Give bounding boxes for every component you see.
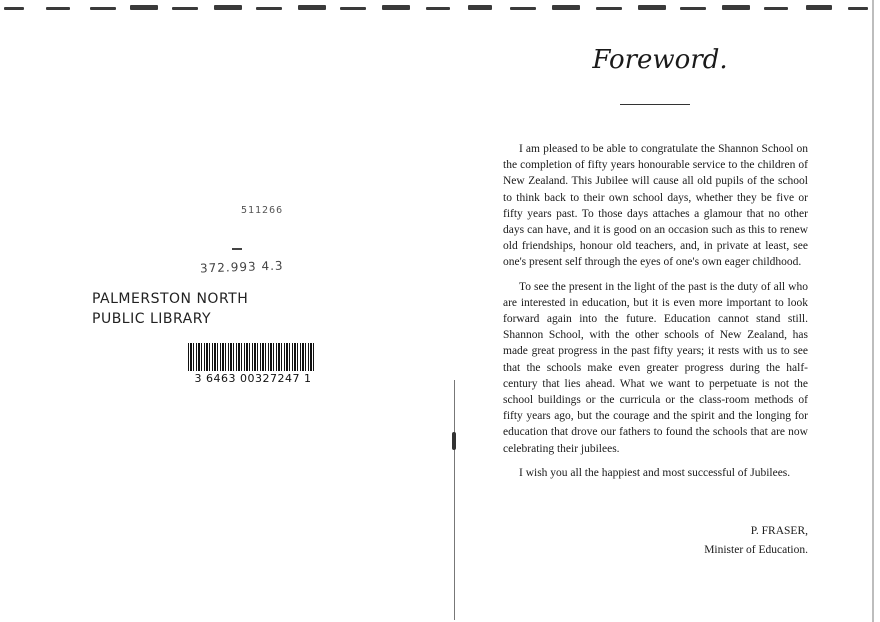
- signature-title: Minister of Education.: [704, 544, 808, 556]
- binding-mark: [680, 7, 706, 10]
- binding-mark: [848, 7, 868, 10]
- page-gutter: [454, 380, 455, 620]
- title-divider: [620, 104, 690, 105]
- library-stamp: [92, 289, 248, 329]
- binding-mark: [510, 7, 536, 10]
- signature-name: P. FRASER,: [750, 525, 808, 537]
- binding-mark: [468, 5, 492, 10]
- binding-strip: [0, 0, 880, 16]
- page-edge: [872, 0, 874, 622]
- foreword-body: [503, 141, 808, 489]
- barcode-image: [188, 343, 316, 371]
- binding-mark: [256, 7, 282, 10]
- library-stamp-line: PUBLIC LIBRARY: [92, 311, 212, 327]
- binding-mark: [722, 5, 750, 10]
- gutter-mark: [452, 432, 456, 450]
- binding-mark: [130, 5, 158, 10]
- call-number: 372.993 4.3: [199, 258, 284, 276]
- page-title: Foreword.: [592, 45, 728, 75]
- binding-mark: [298, 5, 326, 10]
- call-number-dash: [232, 248, 242, 250]
- binding-mark: [172, 7, 198, 10]
- accession-number: 511266: [241, 205, 284, 216]
- binding-mark: [596, 7, 622, 10]
- binding-mark: [552, 5, 580, 10]
- barcode-number: 3 6463 00327247 1: [194, 372, 312, 385]
- binding-mark: [426, 7, 450, 10]
- binding-mark: [382, 5, 410, 10]
- foreword-paragraph: I wish you all the happiest and most successful of Jubilees.: [519, 466, 791, 479]
- binding-mark: [340, 7, 366, 10]
- binding-mark: [806, 5, 832, 10]
- signature-block: [640, 522, 808, 560]
- library-stamp-line: PALMERSTON NORTH: [92, 291, 249, 307]
- binding-mark: [46, 7, 70, 10]
- binding-mark: [638, 5, 666, 10]
- foreword-paragraph: I am pleased to be able to congratulate the Shannon School on the completion of fifty years honourable service to the children of New Zealand. This Jubilee will cause all old pupils of the school to think back to their own school days, whether they be five or fifty years past. To those days attaches a glamour that no other days can have, and it is good on an occasion such as this to renew old friendships, honour old teachers, and, in private at least, see one's present self through the eyes of one's own eager childhood.: [503, 143, 808, 269]
- binding-mark: [4, 7, 24, 10]
- binding-mark: [90, 7, 116, 10]
- binding-mark: [764, 7, 788, 10]
- foreword-paragraph: To see the present in the light of the past is the duty of all who are interested in education, but it is even more important to look forward again into the future. Education cannot stand still. Shannon School, with the other schools of New Zealand, has made great progress in the past fifty years; it rests with us to see that the schools make even greater progress during the half-century that lies ahead. What we want to perpetuate is not the school buildings or the curricula or the class-room methods of fifty years ago, but the courage and the spirit and the longing for education that drove our fathers to found the schools that are now celebrating their jubilees.: [503, 280, 808, 455]
- binding-mark: [214, 5, 242, 10]
